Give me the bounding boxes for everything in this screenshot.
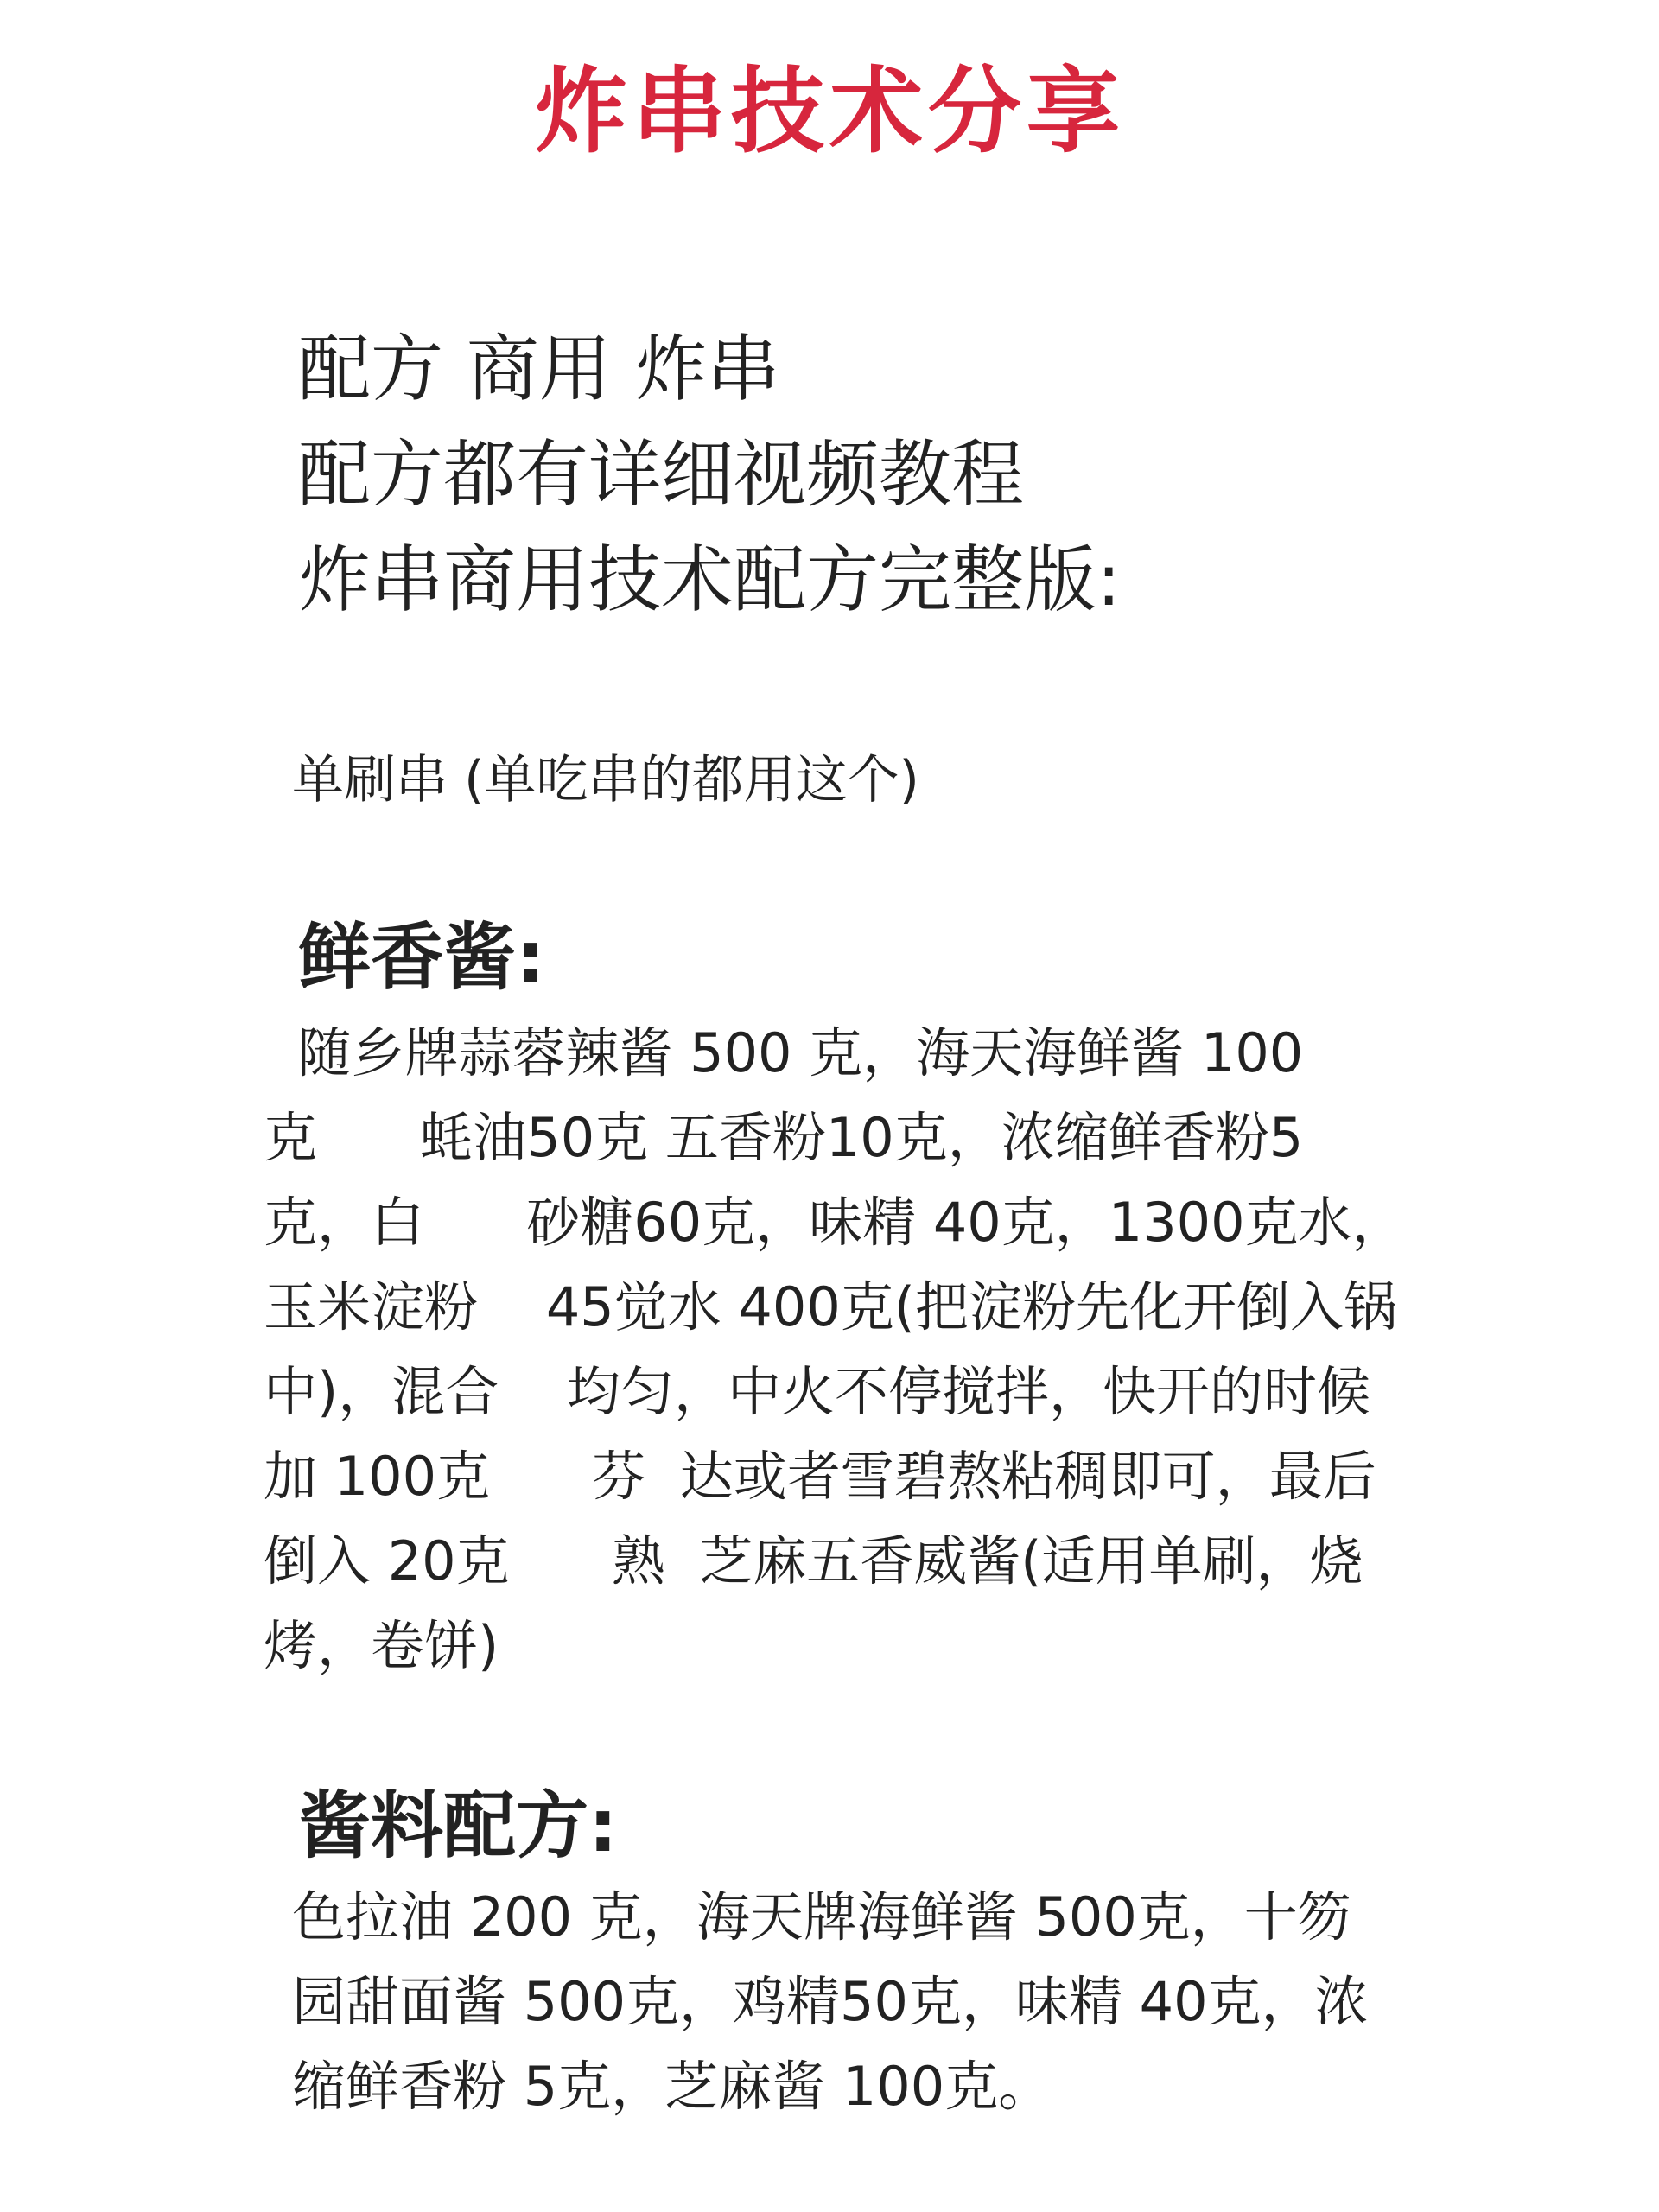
body-line: 中)，混合 均匀，中火不停搅拌，快开的时候	[264, 1360, 1371, 1423]
body-line: 烤，卷饼)	[264, 1614, 499, 1677]
body-line: 克，白 砂糖60克，味精 40克，1300克水，	[264, 1191, 1406, 1254]
section-body-xianxiang-sauce	[264, 1011, 1406, 1688]
body-line: 色拉油 200 克，海天牌海鲜酱 500克，十笏	[292, 1885, 1351, 1948]
page-title: 炸串技术分享	[533, 58, 1125, 166]
intro-block	[298, 316, 1594, 632]
body-line: 缩鲜香粉 5克，芝麻酱 100克。	[292, 2055, 1052, 2118]
body-line: 倒入 20克 熟 芝麻五香威酱(适用单刷，烧	[264, 1529, 1363, 1592]
body-line: 克 蚝油50克 五香粉10克，浓缩鲜香粉5	[264, 1106, 1304, 1169]
body-line: 玉米淀粉 45觉水 400克(把淀粉先化开倒入锅	[264, 1275, 1397, 1338]
section-heading-sauce-recipe: 酱料配方:	[298, 1783, 618, 1868]
intro-line: 配方都有详细视频教程	[298, 432, 1025, 517]
section-body-sauce-recipe	[292, 1875, 1369, 2129]
intro-line: 配方 商用 炸串	[298, 327, 780, 411]
intro-line: 炸串商用技术配方完整版:	[298, 537, 1122, 622]
body-line: 随乡牌蒜蓉辣酱 500 克，海天海鲜酱 100	[264, 1021, 1304, 1084]
body-line: 加 100克 芬 达或者雪碧熬粘稠即可，最后	[264, 1445, 1376, 1508]
subnote: 单刷串 (单吃串的都用这个)	[292, 750, 919, 810]
body-line: 园甜面酱 500克，鸡精50克，味精 40克，浓	[292, 1970, 1369, 2033]
section-heading-xianxiang-sauce: 鲜香酱:	[298, 915, 545, 1000]
